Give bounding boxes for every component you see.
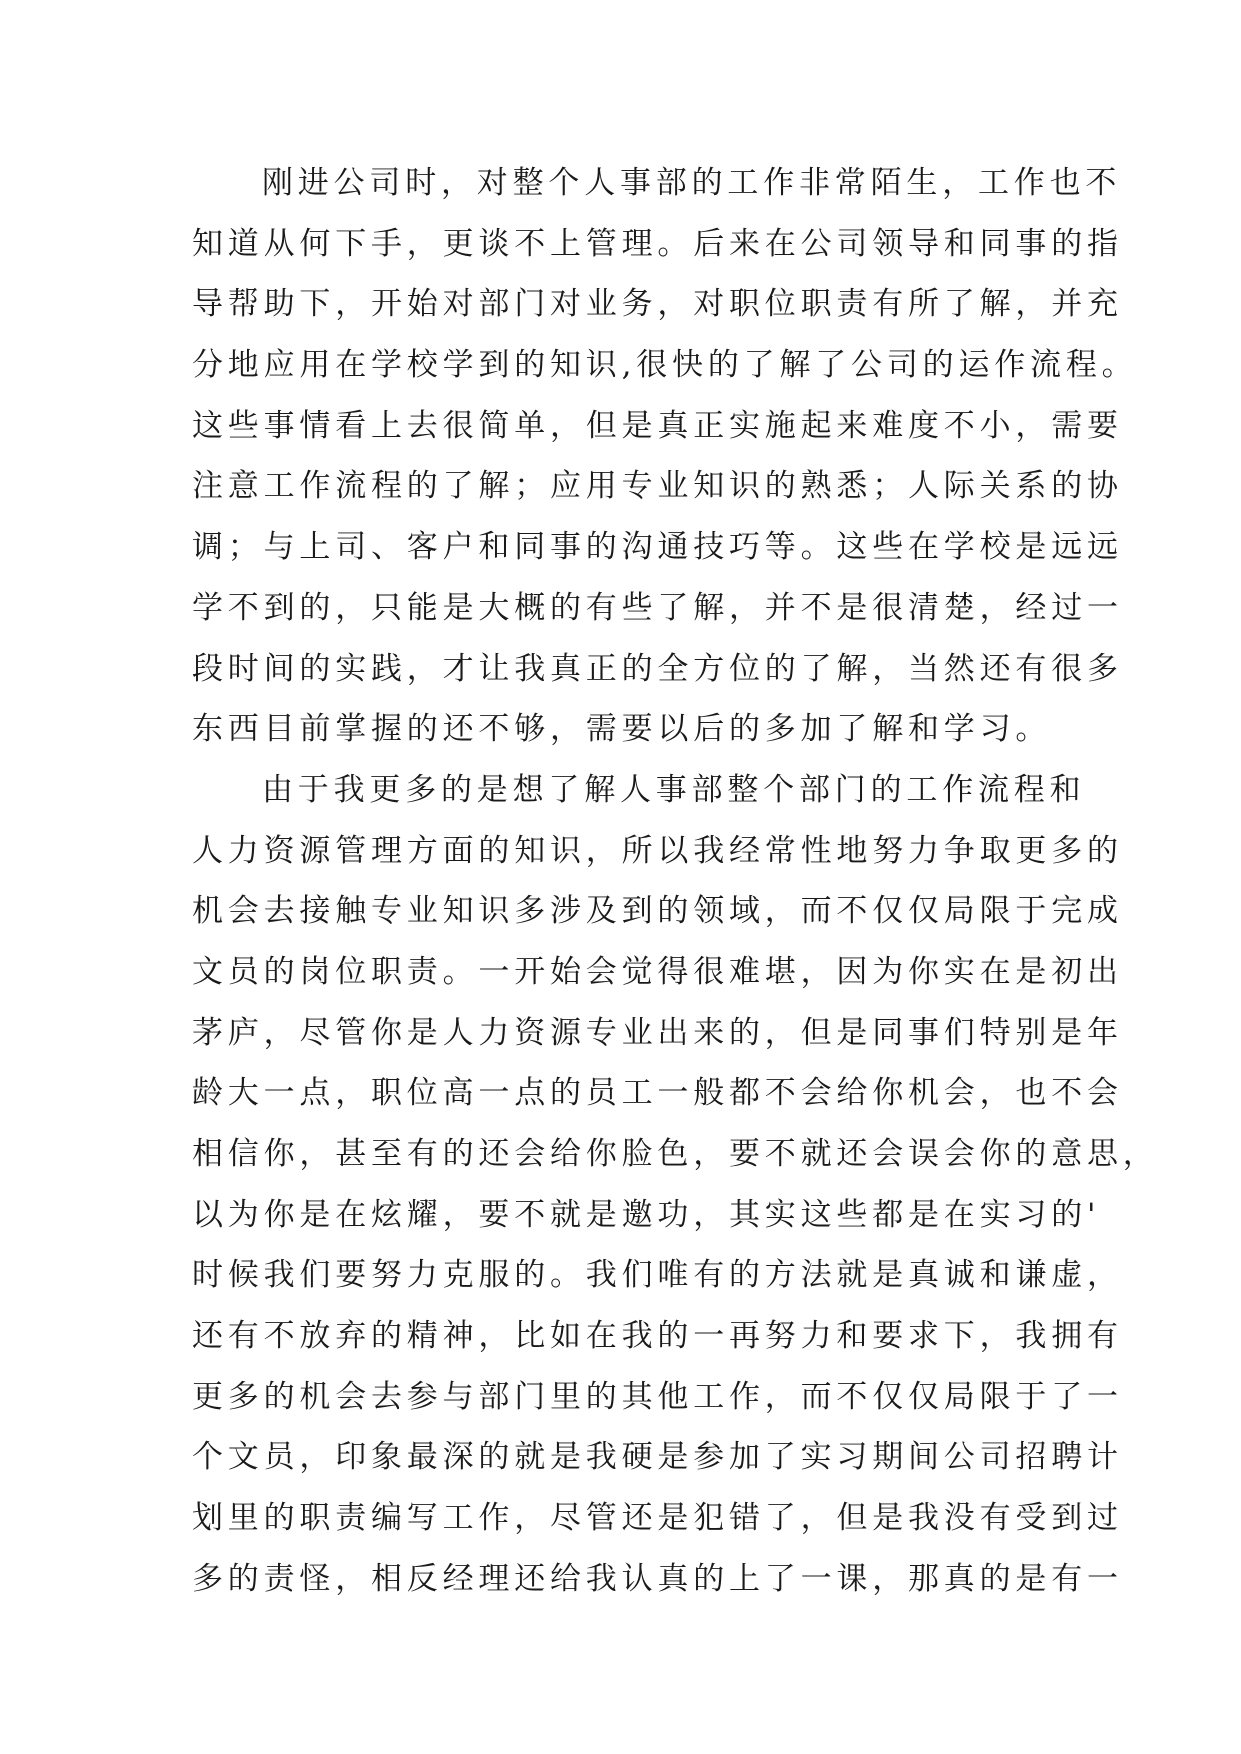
paragraph-line: 知道从何下手，更谈不上管理。后来在公司领导和同事的指 (192, 225, 1123, 262)
paragraph-line: 划里的职责编写工作，尽管还是犯错了，但是我没有受到过 (192, 1500, 1123, 1537)
paragraph-line: 导帮助下，开始对部门对业务，对职位职责有所了解，并充 (192, 286, 1123, 323)
paragraph-line: 多的责怪，相反经理还给我认真的上了一课，那真的是有一 (192, 1560, 1123, 1597)
paragraph-line: 更多的机会去参与部门里的其他工作，而不仅仅局限于了一 (192, 1378, 1123, 1415)
paragraph-line: 以为你是在炫耀，要不就是邀功，其实这些都是在实习的' (192, 1196, 1101, 1233)
paragraph-line: 机会去接触专业知识多涉及到的领域，而不仅仅局限于完成 (192, 893, 1123, 930)
paragraph-line: 龄大一点，职位高一点的员工一般都不会给你机会，也不会 (192, 1075, 1123, 1112)
paragraph-line: 东西目前掌握的还不够，需要以后的多加了解和学习。 (192, 711, 1052, 748)
paragraph-line: 调；与上司、客户和同事的沟通技巧等。这些在学校是远远 (192, 529, 1123, 566)
paragraph-line: 还有不放弃的精神，比如在我的一再努力和要求下，我拥有 (192, 1318, 1123, 1355)
paragraph-line: 相信你，甚至有的还会给你脸色，要不就还会误会你的意思， (192, 1136, 1159, 1172)
paragraph-line: 时候我们要努力克服的。我们唯有的方法就是真诚和谦虚， (192, 1257, 1123, 1294)
paragraph-line: 学不到的，只能是大概的有些了解，并不是很清楚，经过一 (192, 589, 1123, 626)
paragraph-line: 由于我更多的是想了解人事部整个部门的工作流程和 (262, 771, 1086, 808)
paragraph-2 (192, 760, 1159, 1610)
paragraph-line: 个文员，印象最深的就是我硬是参加了实习期间公司招聘计 (192, 1439, 1123, 1476)
document-body (192, 153, 1159, 1610)
paragraph-line: 文员的岗位职责。一开始会觉得很难堪，因为你实在是初出 (192, 953, 1123, 990)
paragraph-line: 人力资源管理方面的知识，所以我经常性地努力争取更多的 (192, 832, 1123, 869)
paragraph-line: 刚进公司时，对整个人事部的工作非常陌生，工作也不 (262, 165, 1122, 201)
paragraph-line: 分地应用在学校学到的知识,很快的了解了公司的运作流程。 (192, 347, 1138, 384)
paragraph-line: 茅庐，尽管你是人力资源专业出来的，但是同事们特别是年 (192, 1014, 1123, 1051)
paragraph-1 (192, 153, 1138, 760)
paragraph-line: 注意工作流程的了解；应用专业知识的熟悉；人际关系的协 (192, 468, 1123, 505)
paragraph-line: 这些事情看上去很简单，但是真正实施起来难度不小，需要 (192, 407, 1123, 444)
paragraph-line: 段时间的实践，才让我真正的全方位的了解，当然还有很多 (192, 650, 1123, 687)
